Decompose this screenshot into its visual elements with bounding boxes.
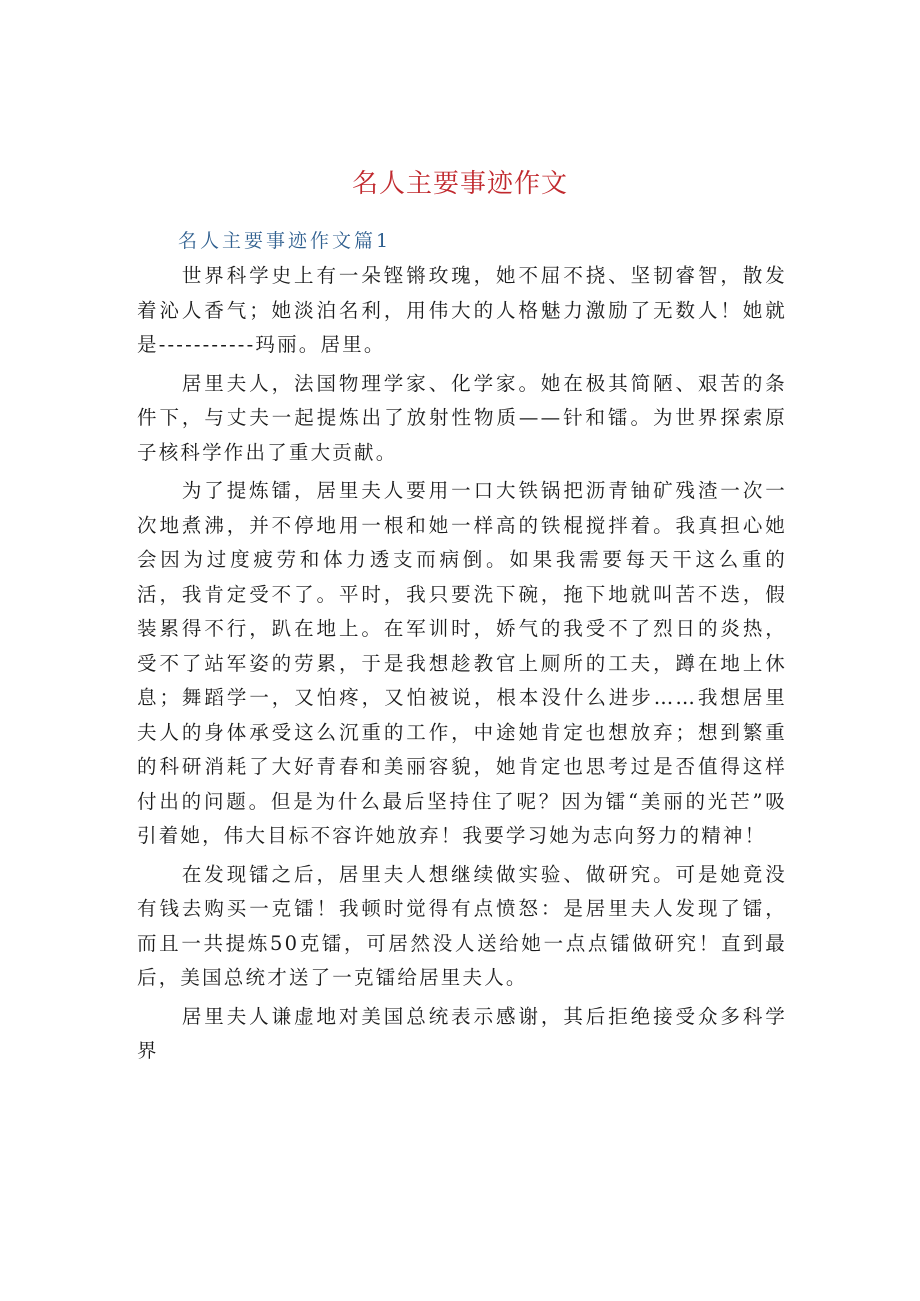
paragraph-4: 在发现镭之后，居里夫人想继续做实验、做研究。可是她竟没有钱去购买一克镭！我顿时觉得有点愤怒：是居里夫人发现了镭，而且一共提炼50克镭，可居然没人送给她一点点镭做研究！直到最后，美国总统才送了一克镭给居里夫人。	[137, 862, 787, 989]
section-heading: 名人主要事迹作文篇1	[178, 230, 392, 252]
document-title: 名人主要事迹作文	[351, 169, 568, 199]
paragraph-2: 居里夫人，法国物理学家、化学家。她在极其简陋、艰苦的条件下，与丈夫一起提炼出了放射性物质——针和镭。为世界探索原子核科学作出了重大贡献。	[137, 371, 787, 464]
paragraph-1: 世界科学史上有一朵铿锵玫瑰，她不屈不挠、坚韧睿智，散发着沁人香气；她淡泊名利，用伟大的人格魅力激励了无数人！她就是-----------玛丽。居里。	[137, 264, 787, 356]
article-body	[137, 259, 787, 1069]
paragraph-3: 为了提炼镭，居里夫人要用一口大铁锅把沥青铀矿残渣一次一次地煮沸，并不停地用一根和她一样高的铁棍搅拌着。我真担心她会因为过度疲劳和体力透支而病倒。如果我需要每天干这么重的活，我肯定受不了。平时，我只要洗下碗，拖下地就叫苦不迭，假装累得不行，趴在地上。在军训时，娇气的我受不了烈日的炎热，受不了站军姿的劳累，于是我想趁教官上厕所的工夫，蹲在地上休息；舞蹈学一，又怕疼，又怕被说，根本没什么进步……我想居里夫人的身体承受这么沉重的工作，中途她肯定也想放弃；想到繁重的科研消耗了大好青春和美丽容貌，她肯定也思考过是否值得这样付出的问题。但是为什么最后坚持住了呢？因为镭“美丽的光芒”吸引着她，伟大目标不容许她放弃！我要学习她为志向努力的精神！	[137, 479, 787, 847]
paragraph-5: 居里夫人谦虚地对美国总统表示感谢，其后拒绝接受众多科学界	[137, 1004, 787, 1062]
